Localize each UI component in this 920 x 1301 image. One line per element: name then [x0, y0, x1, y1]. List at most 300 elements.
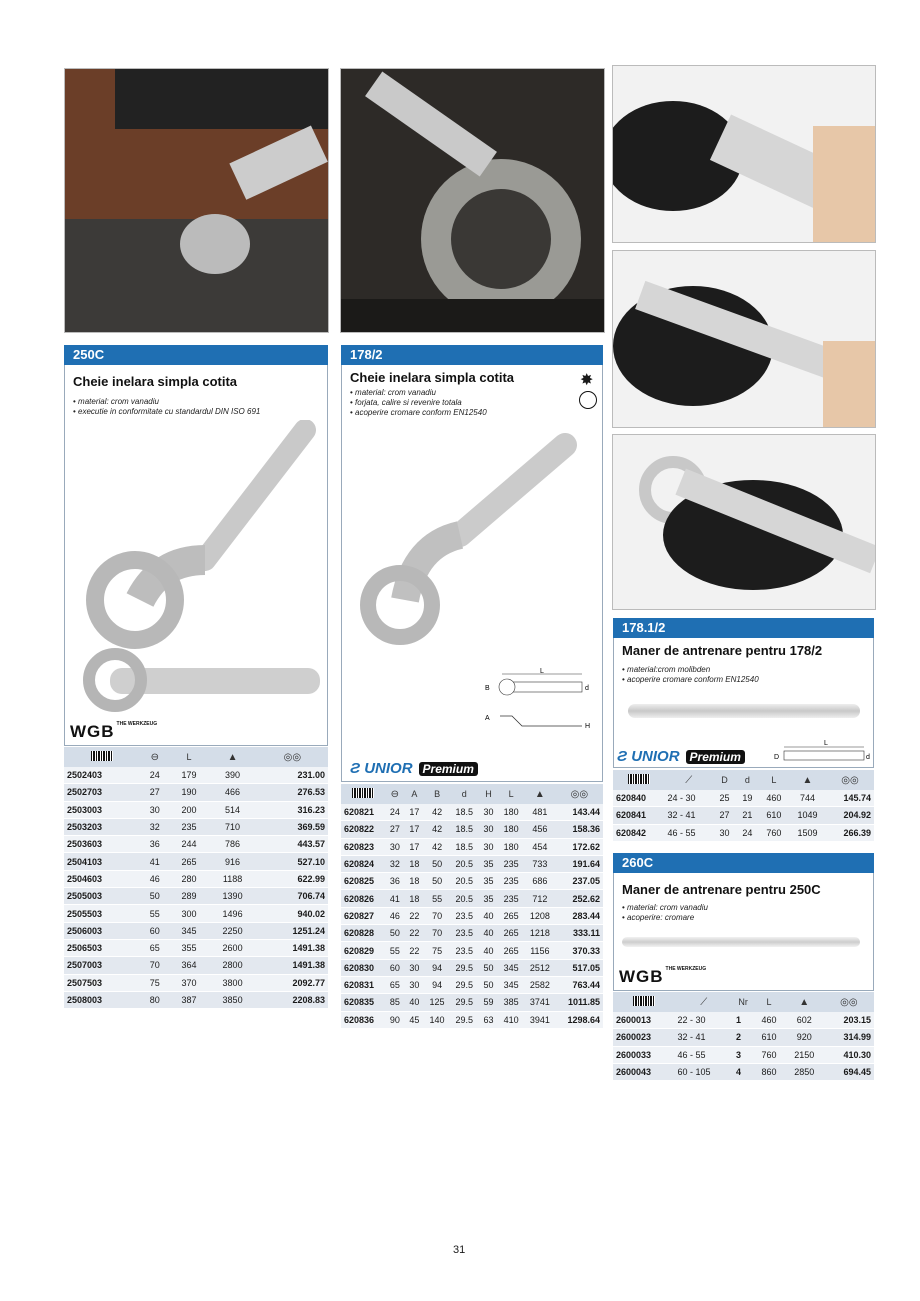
table-cell: 2600 — [208, 939, 256, 956]
col-d: d — [736, 770, 759, 790]
product-code: 620836 — [341, 1011, 385, 1028]
table-cell: 1156 — [524, 942, 556, 959]
unior-logo — [350, 760, 478, 777]
diagram-label-D: D — [774, 754, 780, 761]
table-cell: 75 — [424, 942, 450, 959]
diagram-label-L: L — [540, 668, 544, 675]
product-code: 2504603 — [64, 870, 140, 887]
col-price — [826, 770, 874, 790]
table-row — [64, 836, 328, 853]
table-cell: 2582 — [524, 976, 556, 993]
price-cell: 191.64 — [556, 855, 603, 872]
table-cell: 460 — [759, 790, 789, 807]
table-row — [341, 855, 603, 872]
table-cell: 860 — [753, 1063, 785, 1080]
price-cell: 369.59 — [257, 818, 328, 835]
table-cell: 18.5 — [450, 821, 479, 838]
table-cell: 387 — [170, 991, 209, 1008]
table-cell: 29.5 — [450, 959, 479, 976]
bullet-item: • acoperire cromare conform EN12540 — [622, 675, 759, 685]
table-row — [64, 870, 328, 887]
table-cell: 385 — [498, 994, 524, 1011]
product-code: 620828 — [341, 925, 385, 942]
table-row — [64, 801, 328, 818]
photo-wrench-engine — [340, 68, 605, 333]
range-icon: ⟋ — [685, 774, 693, 786]
table-cell: 345 — [170, 922, 209, 939]
table-cell: 32 - 41 — [664, 807, 713, 824]
table-cell: 466 — [208, 784, 256, 801]
price-cell: 314.99 — [824, 1029, 874, 1046]
product-code: 2600033 — [613, 1046, 675, 1063]
photo-glove-handle-2 — [612, 250, 876, 428]
product-code: 2507503 — [64, 974, 140, 991]
brand-name: UNIOR — [364, 760, 413, 777]
col-range — [664, 770, 713, 790]
table-cell: 481 — [524, 804, 556, 821]
bullet-item: • forjata, calire si revenire totala — [350, 398, 487, 408]
bullet-item: • material: crom vanadiu — [622, 903, 708, 913]
bullet-item: • material: crom vanadiu — [73, 397, 260, 407]
barcode-icon — [352, 788, 374, 798]
product-image-handle-178-1 — [628, 704, 860, 718]
col-weight — [208, 747, 256, 767]
col-code — [64, 747, 140, 767]
col-l: L — [759, 770, 789, 790]
table-cell: 24 — [736, 824, 759, 841]
col-nr: Nr — [733, 992, 753, 1012]
col-weight — [789, 770, 826, 790]
table-cell: 27 — [385, 821, 405, 838]
table-cell: 265 — [498, 942, 524, 959]
brand-subtitle: THE WERKZEUG — [116, 721, 158, 727]
table-cell: 18.5 — [450, 804, 479, 821]
table-cell: 50 — [479, 976, 499, 993]
table-cell: 70 — [424, 907, 450, 924]
table-cell: 29.5 — [450, 1011, 479, 1028]
table-cell: 35 — [479, 890, 499, 907]
table-260c — [613, 992, 874, 1081]
table-row — [64, 818, 328, 835]
table-cell: 610 — [759, 807, 789, 824]
diagram-label-H: H — [585, 723, 591, 730]
table-cell: 235 — [170, 818, 209, 835]
table-cell: 610 — [753, 1029, 785, 1046]
product-code: 2502403 — [64, 767, 140, 784]
table-cell: 2 — [733, 1029, 753, 1046]
product-code: 2508003 — [64, 991, 140, 1008]
table-row — [613, 1012, 874, 1029]
table-cell: 2150 — [785, 1046, 824, 1063]
price-cell: 622.99 — [257, 870, 328, 887]
table-cell: 355 — [170, 939, 209, 956]
product-code: 620824 — [341, 855, 385, 872]
table-row — [64, 991, 328, 1008]
price-cell: 527.10 — [257, 853, 328, 870]
barcode-icon — [628, 774, 650, 784]
table-cell: 3800 — [208, 974, 256, 991]
table-cell: 40 — [479, 925, 499, 942]
col-range — [675, 992, 733, 1012]
product-code: 620821 — [341, 804, 385, 821]
photo-glove-handle-3 — [612, 434, 876, 610]
table-cell: 50 — [140, 888, 170, 905]
table-cell: 1049 — [789, 807, 826, 824]
brand-name: UNIOR — [631, 748, 680, 765]
table-cell: 179 — [170, 767, 209, 784]
table-cell: 29.5 — [450, 976, 479, 993]
product-code: 2507003 — [64, 957, 140, 974]
table-cell: 18 — [405, 873, 425, 890]
table-cell: 32 — [140, 818, 170, 835]
table-cell: 1218 — [524, 925, 556, 942]
table-cell: 460 — [753, 1012, 785, 1029]
unior-mark-icon: Ƨ — [617, 748, 628, 765]
product-code: 620842 — [613, 824, 664, 841]
table-cell: 364 — [170, 957, 209, 974]
price-cell: 763.44 — [556, 976, 603, 993]
table-cell: 35 — [479, 855, 499, 872]
table-cell: 94 — [424, 959, 450, 976]
price-cell: 203.15 — [824, 1012, 874, 1029]
price-cell: 517.05 — [556, 959, 603, 976]
weight-icon: ▲ — [534, 788, 545, 800]
product-code: 620835 — [341, 994, 385, 1011]
table-cell: 370 — [170, 974, 209, 991]
table-cell: 454 — [524, 838, 556, 855]
table-cell: 1496 — [208, 905, 256, 922]
product-image-wrench-178-2 — [355, 430, 585, 660]
price-cell: 316.23 — [257, 801, 328, 818]
product-image-handle-260c — [622, 937, 860, 947]
section-code-260c: 260C — [613, 853, 874, 873]
weight-icon: ▲ — [227, 751, 238, 763]
unior-mark-icon: Ƨ — [350, 760, 361, 777]
table-cell: 50 — [479, 959, 499, 976]
price-cell: 333.11 — [556, 925, 603, 942]
table-cell: 686 — [524, 873, 556, 890]
table-cell: 390 — [208, 767, 256, 784]
price-cell: 370.33 — [556, 942, 603, 959]
price-coins-icon: ◎◎ — [840, 996, 858, 1008]
table-cell: 280 — [170, 870, 209, 887]
table-row — [64, 939, 328, 956]
price-coins-icon: ◎◎ — [283, 751, 302, 763]
ring-icon: ⊖ — [390, 788, 400, 800]
table-cell: 20.5 — [450, 873, 479, 890]
table-cell: 36 — [140, 836, 170, 853]
table-cell: 42 — [424, 838, 450, 855]
table-cell: 18 — [405, 855, 425, 872]
spec-bullets — [350, 388, 487, 418]
col-price — [556, 784, 603, 804]
price-cell: 172.62 — [556, 838, 603, 855]
table-row — [613, 807, 874, 824]
table-cell: 602 — [785, 1012, 824, 1029]
table-cell: 2512 — [524, 959, 556, 976]
table-cell: 46 - 55 — [664, 824, 713, 841]
product-code: 2505003 — [64, 888, 140, 905]
table-cell: 456 — [524, 821, 556, 838]
table-cell: 29.5 — [450, 994, 479, 1011]
range-icon: ⟋ — [700, 996, 708, 1008]
table-cell: 125 — [424, 994, 450, 1011]
table-row — [64, 957, 328, 974]
barcode-icon — [633, 996, 655, 1006]
table-cell: 17 — [405, 804, 425, 821]
col-size — [140, 747, 170, 767]
table-cell: 710 — [208, 818, 256, 835]
table-row — [613, 1063, 874, 1080]
product-code: 620827 — [341, 907, 385, 924]
photo-glove-handle-1 — [612, 65, 876, 243]
product-code: 620840 — [613, 790, 664, 807]
col-code — [341, 784, 385, 804]
section-code-178-2: 178/2 — [341, 345, 603, 365]
product-code: 2504103 — [64, 853, 140, 870]
table-cell: 265 — [498, 907, 524, 924]
table-row — [341, 976, 603, 993]
table-cell: 30 — [405, 959, 425, 976]
table-cell: 41 — [140, 853, 170, 870]
table-row — [64, 905, 328, 922]
diagram-label-d: d — [585, 685, 589, 692]
table-cell: 200 — [170, 801, 209, 818]
table-cell: 3850 — [208, 991, 256, 1008]
price-cell: 410.30 — [824, 1046, 874, 1063]
table-cell: 80 — [140, 991, 170, 1008]
table-178-1-2 — [613, 770, 874, 842]
col-D: D — [713, 770, 736, 790]
col-b: B — [424, 784, 450, 804]
table-row — [613, 824, 874, 841]
photo-wrench-workbench — [64, 68, 329, 333]
bullet-item: • material: crom vanadiu — [350, 388, 487, 398]
table-cell: 20.5 — [450, 855, 479, 872]
table-row — [341, 890, 603, 907]
table-cell: 180 — [498, 821, 524, 838]
table-cell: 42 — [424, 821, 450, 838]
table-cell: 18.5 — [450, 838, 479, 855]
price-cell: 252.62 — [556, 890, 603, 907]
table-cell: 30 — [385, 838, 405, 855]
price-cell: 1491.38 — [257, 939, 328, 956]
product-code: 620826 — [341, 890, 385, 907]
table-cell: 27 — [713, 807, 736, 824]
price-cell: 1011.85 — [556, 994, 603, 1011]
product-code: 620841 — [613, 807, 664, 824]
premium-badge: Premium — [686, 750, 745, 764]
brand-subtitle: THE WERKZEUG — [665, 966, 707, 972]
table-row — [64, 922, 328, 939]
table-cell: 30 — [140, 801, 170, 818]
product-code: 2506503 — [64, 939, 140, 956]
table-178-2 — [341, 784, 603, 1029]
product-code: 2505503 — [64, 905, 140, 922]
table-cell: 733 — [524, 855, 556, 872]
col-code — [613, 770, 664, 790]
table-row — [341, 821, 603, 838]
product-code: 2503203 — [64, 818, 140, 835]
table-row — [64, 974, 328, 991]
bullet-item: • acoperire: cromare — [622, 913, 708, 923]
diagram-label-A: A — [485, 715, 490, 722]
product-image-wrench-250c — [80, 420, 320, 720]
table-row — [341, 942, 603, 959]
table-cell: 59 — [479, 994, 499, 1011]
table-cell: 514 — [208, 801, 256, 818]
price-cell: 940.02 — [257, 905, 328, 922]
table-row — [64, 784, 328, 801]
table-cell: 27 — [140, 784, 170, 801]
table-cell: 30 — [405, 976, 425, 993]
dimension-diagram — [482, 668, 597, 743]
unior-logo — [617, 748, 745, 765]
table-cell: 190 — [170, 784, 209, 801]
table-cell: 18 — [405, 890, 425, 907]
price-cell: 1298.64 — [556, 1011, 603, 1028]
table-cell: 90 — [385, 1011, 405, 1028]
product-code: 2502703 — [64, 784, 140, 801]
price-coins-icon: ◎◎ — [841, 774, 859, 786]
table-row — [341, 925, 603, 942]
table-cell: 786 — [208, 836, 256, 853]
spec-bullets — [73, 397, 260, 417]
table-cell: 712 — [524, 890, 556, 907]
table-cell: 3741 — [524, 994, 556, 1011]
table-cell: 50 — [424, 873, 450, 890]
col-l: L — [753, 992, 785, 1012]
bullet-item: • executie in conformitate cu standardul DIN ISO 691 — [73, 407, 260, 417]
table-cell: 55 — [140, 905, 170, 922]
col-a: A — [405, 784, 425, 804]
price-cell: 204.92 — [826, 807, 874, 824]
product-code: 2503003 — [64, 801, 140, 818]
table-cell: 24 — [385, 804, 405, 821]
table-cell: 42 — [424, 804, 450, 821]
table-cell: 30 — [479, 804, 499, 821]
table-cell: 17 — [405, 821, 425, 838]
table-cell: 410 — [498, 1011, 524, 1028]
table-cell: 17 — [405, 838, 425, 855]
table-cell: 22 — [405, 925, 425, 942]
table-cell: 1208 — [524, 907, 556, 924]
col-price — [257, 747, 328, 767]
table-cell: 235 — [498, 873, 524, 890]
col-weight — [524, 784, 556, 804]
table-cell: 2250 — [208, 922, 256, 939]
table-cell: 22 — [405, 907, 425, 924]
table-row — [64, 888, 328, 905]
price-cell: 2092.77 — [257, 974, 328, 991]
table-row — [341, 907, 603, 924]
table-cell: 41 — [385, 890, 405, 907]
table-cell: 40 — [479, 907, 499, 924]
price-cell: 283.44 — [556, 907, 603, 924]
product-code: 620825 — [341, 873, 385, 890]
table-cell: 30 — [479, 838, 499, 855]
col-code — [613, 992, 675, 1012]
table-cell: 4 — [733, 1063, 753, 1080]
diagram-label-B: B — [485, 685, 490, 692]
table-cell: 32 — [385, 855, 405, 872]
wgb-logo — [70, 722, 157, 742]
section-code-250c: 250C — [64, 345, 328, 365]
spec-bullets — [622, 903, 708, 923]
table-cell: 760 — [753, 1046, 785, 1063]
table-cell: 3941 — [524, 1011, 556, 1028]
table-cell: 265 — [498, 925, 524, 942]
table-cell: 235 — [498, 855, 524, 872]
table-cell: 21 — [736, 807, 759, 824]
col-price — [824, 992, 874, 1012]
price-cell: 443.57 — [257, 836, 328, 853]
table-cell: 46 — [140, 870, 170, 887]
table-cell: 36 — [385, 873, 405, 890]
table-cell: 1390 — [208, 888, 256, 905]
table-cell: 744 — [789, 790, 826, 807]
table-cell: 85 — [385, 994, 405, 1011]
product-code: 2600043 — [613, 1063, 675, 1080]
price-cell: 706.74 — [257, 888, 328, 905]
product-code: 620830 — [341, 959, 385, 976]
weight-icon: ▲ — [802, 774, 813, 786]
wgb-logo — [619, 967, 706, 987]
table-cell: 24 - 30 — [664, 790, 713, 807]
table-cell: 94 — [424, 976, 450, 993]
table-cell: 265 — [170, 853, 209, 870]
table-cell: 20.5 — [450, 890, 479, 907]
price-cell: 1491.38 — [257, 957, 328, 974]
table-cell: 55 — [424, 890, 450, 907]
bullet-item: • material:crom molibden — [622, 665, 759, 675]
col-l: L — [498, 784, 524, 804]
gear-burst-icon: ✸ — [580, 372, 594, 389]
table-cell: 345 — [498, 959, 524, 976]
spec-bullets — [622, 665, 759, 685]
product-code: 620829 — [341, 942, 385, 959]
table-cell: 916 — [208, 853, 256, 870]
table-cell: 46 — [385, 907, 405, 924]
table-cell: 300 — [170, 905, 209, 922]
table-row — [613, 1046, 874, 1063]
price-coins-icon: ◎◎ — [570, 788, 589, 800]
product-code: 2600023 — [613, 1029, 675, 1046]
brand-name: WGB — [70, 722, 115, 741]
table-cell: 22 - 30 — [675, 1012, 733, 1029]
price-cell: 158.36 — [556, 821, 603, 838]
price-cell: 1251.24 — [257, 922, 328, 939]
table-cell: 32 - 41 — [675, 1029, 733, 1046]
table-cell: 180 — [498, 838, 524, 855]
product-code: 620823 — [341, 838, 385, 855]
table-cell: 1188 — [208, 870, 256, 887]
table-cell: 19 — [736, 790, 759, 807]
table-cell: 2850 — [785, 1063, 824, 1080]
table-cell: 50 — [385, 925, 405, 942]
product-code: 2503603 — [64, 836, 140, 853]
table-cell: 70 — [424, 925, 450, 942]
table-cell: 60 — [140, 922, 170, 939]
table-row — [341, 838, 603, 855]
table-cell: 244 — [170, 836, 209, 853]
table-row — [64, 767, 328, 784]
table-cell: 3 — [733, 1046, 753, 1063]
product-code: 620831 — [341, 976, 385, 993]
diagram-label-d: d — [866, 754, 870, 761]
table-cell: 40 — [479, 942, 499, 959]
table-cell: 63 — [479, 1011, 499, 1028]
